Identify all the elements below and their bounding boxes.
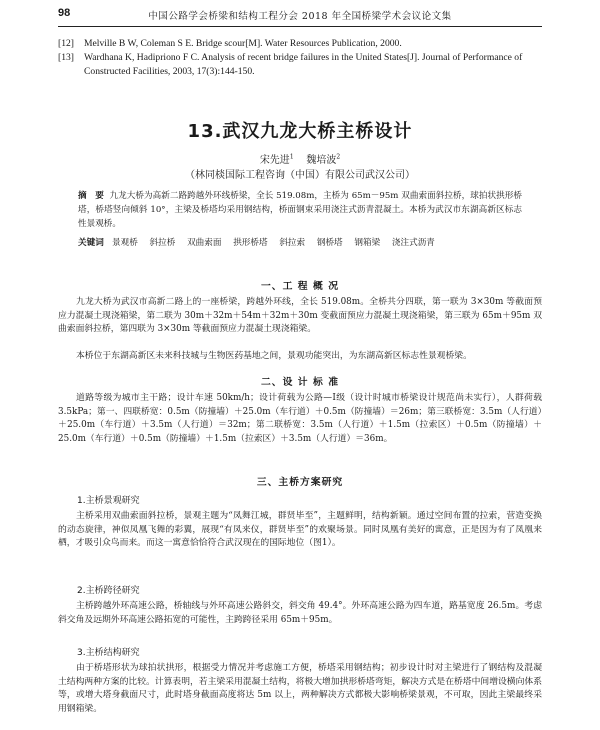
page-header xyxy=(58,4,542,27)
keyword: 浇注式沥青 xyxy=(391,238,435,248)
running-title: 中国公路学会桥梁和结构工程分会 2018 年全国桥梁学术会议论文集 xyxy=(148,11,452,22)
keyword: 钢箱梁 xyxy=(354,238,381,248)
section-heading: 一、工 程 概 况 xyxy=(260,281,339,292)
keyword: 斜拉索 xyxy=(279,238,306,248)
subsection-heading: 3.主桥结构研究 xyxy=(77,648,140,658)
keyword: 双曲索面 xyxy=(187,238,222,248)
author-affil-mark: 1 xyxy=(289,153,294,161)
reference-text: Wardhana K, Hadipriono F C. Analysis of recent bridge failures in the United States[J]. Journal of Performance of Constructed Facilities, 2003, 17(3):144-150. xyxy=(84,52,523,77)
keyword: 景观桥 xyxy=(112,238,138,248)
reference-list xyxy=(58,37,542,79)
page-number: 98 xyxy=(58,7,71,19)
reference-item xyxy=(58,51,542,79)
section-heading: 三、主桥方案研究 xyxy=(256,477,344,488)
reference-text: Melville B W, Coleman S E. Bridge scour[M]. Water Resources Publication, 2000. xyxy=(84,38,402,49)
section-heading: 二、设 计 标 准 xyxy=(260,377,339,388)
keyword: 斜拉桥 xyxy=(149,238,176,248)
keyword: 拱形桥塔 xyxy=(233,238,268,248)
body-paragraph: 由于桥塔形状为球拍状拱形，根据受力情况并考虑施工方便，桥塔采用钢结构；初步设计时对主梁进行了钢结构及混凝土结构两种方案的比较。计算表明，若主梁采用混凝土结构，将极大增加拱形桥塔弯矩，解决方式是在桥塔中间增设横向体系等，或增大塔身截面尺寸，此时塔身截面高度将达 5m 以上，两种解决方式都极大影响桥梁景观，不可取，因此主梁最终采用钢箱梁。 xyxy=(58,663,542,714)
body-paragraph: 本桥位于东湖高新区未来科技城与生物医药基地之间，景观功能突出，为东湖高新区标志性景观桥梁。 xyxy=(76,351,472,361)
keywords xyxy=(78,236,522,250)
author-name: 宋先进 xyxy=(259,155,290,166)
body-paragraph: 九龙大桥为武汉市高新二路上的一座桥梁，跨越外环线，全长 519.08m。全桥共分四联，第一联为 3×30m 等截面预应力混凝土现浇箱梁，第二联为 30m＋32m＋54m＋32m＋30m 变截面预应力混凝土现浇箱梁，第三联为 65m＋95m 双曲索面斜拉桥，第四联为 3×30m 等截面预应力混凝土现浇箱梁。 xyxy=(58,297,542,335)
keyword: 钢桥塔 xyxy=(316,238,343,248)
keywords-label: 关键词 xyxy=(78,238,104,248)
reference-number: [12] xyxy=(58,38,74,49)
author-name: 魏培波 xyxy=(306,155,337,166)
subsection-heading: 1.主桥景观研究 xyxy=(77,496,140,506)
body-paragraph: 道路等级为城市主干路；设计车速 50km/h；设计荷载为公路—Ⅰ级（设计时城市桥梁设计规范尚未实行），人群荷载 3.5kPa；第一、四联桥宽：0.5m（防撞墙）＋25.0m（车行道）＋0.5m（防撞墙）＝26m；第三联桥宽：3.5m（人行道）＋25.0m（车行道）＋3.5m（人行道）＝32m；第二联桥宽：3.5m（人行道）＋1.5m（拉索区）＋0.5m（防撞墙）＋25.0m（车行道）＋0.5m（防撞墙）＋1.5m（拉索区）＋3.5m（人行道）＝36m。 xyxy=(58,393,542,444)
body-paragraph: 主桥采用双曲索面斜拉桥，景观主题为“凤舞江城，群贤毕至”，主题鲜明，结构新颖。通过空间布置的拉索，营造变换的动态旋律，神似凤凰飞舞的彩翼，展现“有凤来仪，群贤毕至”的欢聚场景。同时凤凰有美好的寓意，正是因为有了凤凰来栖，才吸引众鸟而来。而这一寓意恰恰符合武汉现在的国际地位（图1）。 xyxy=(58,511,542,549)
affiliation: （林同棪国际工程咨询（中国）有限公司武汉公司） xyxy=(185,170,415,181)
reference-number: [13] xyxy=(58,52,74,63)
abstract xyxy=(78,189,522,231)
abstract-text: 九龙大桥为高新二路跨越外环线桥梁，全长 519.08m，主桥为 65m－95m 双曲索面斜拉桥，球拍状拱形桥塔，桥塔竖向倾斜 10°，主梁及桥塔均采用钢结构，桥面钢束采用浇注式沥青混凝土。本桥为武汉市东湖高新区标志性景观桥。 xyxy=(78,191,522,229)
author-line xyxy=(0,151,600,166)
subsection-heading: 2.主桥跨径研究 xyxy=(77,586,140,596)
author-affil-mark: 2 xyxy=(336,153,341,161)
reference-item xyxy=(58,37,542,51)
abstract-label: 摘 要 xyxy=(78,191,104,201)
body-paragraph: 主桥跨越外环高速公路，桥轴线与外环高速公路斜交，斜交角 49.4°。外环高速公路为四车道，路基宽度 26.5m。考虑斜交角及远期外环高速公路拓宽的可能性，主跨跨径采用 65m＋95m。 xyxy=(58,601,542,625)
article-title: 13.武汉九龙大桥主桥设计 xyxy=(187,121,413,142)
